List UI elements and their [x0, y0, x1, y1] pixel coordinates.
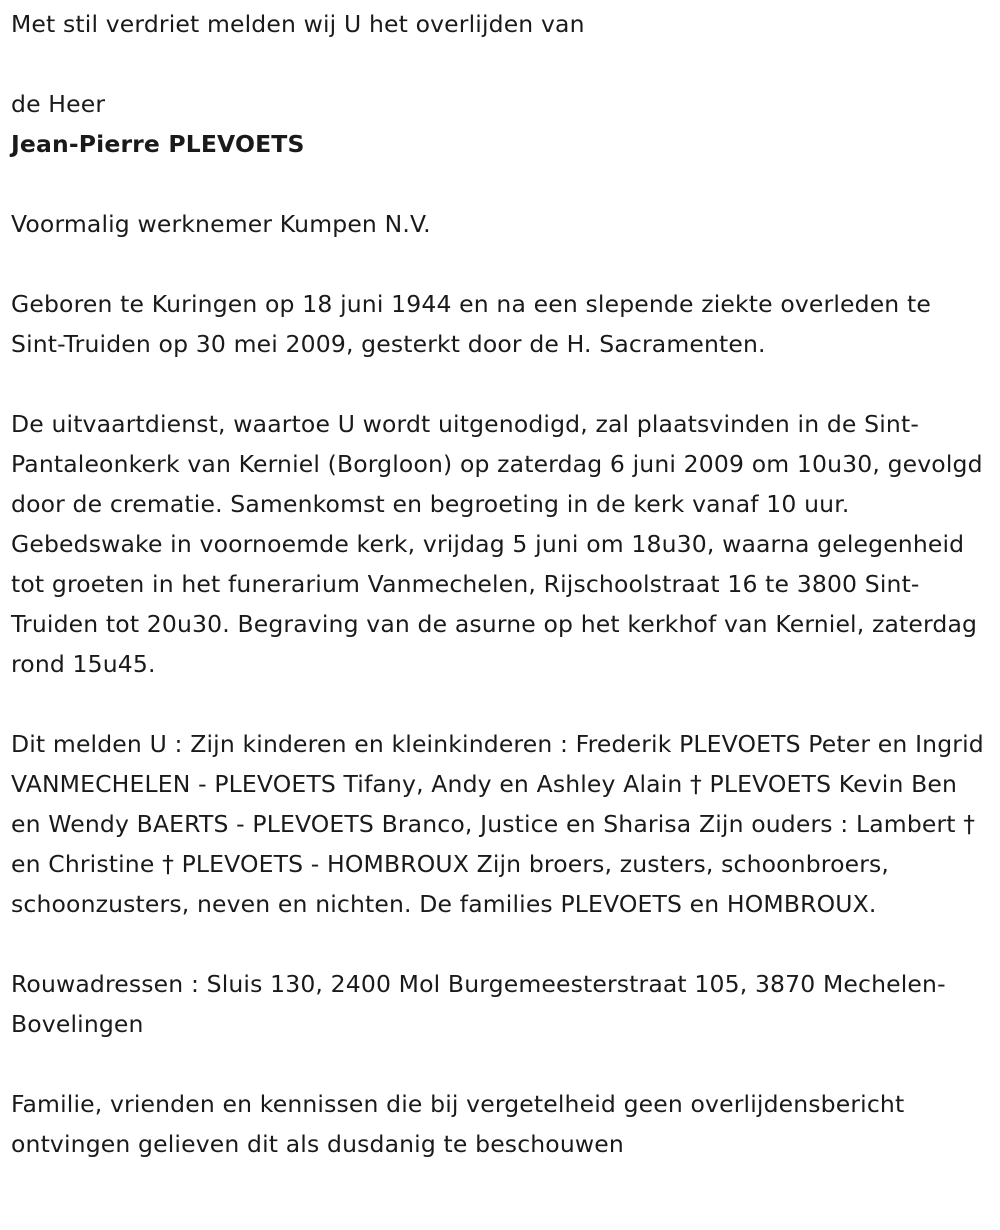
family-paragraph: Dit melden U : Zijn kinderen en kleinkinderen : Frederik PLEVOETS Peter en Ingrid VANMECHELEN - PLEVOETS Tifany, Andy en Ashley Alain † PLEVOETS Kevin Ben en Wendy BAERTS - PLEVOETS Branco, Justice en Sharisa Zijn ouders : Lambert † en Christine † PLEVOETS - HOMBROUX Zijn broers, zusters, schoonbroers, schoonzusters, neven en nichten. De families PLEVOETS en HOMBROUX.	[11, 730, 984, 918]
spacer	[11, 364, 990, 404]
addresses-paragraph: Rouwadressen : Sluis 130, 2400 Mol Burgemeesterstraat 105, 3870 Mechelen-Bovelingen	[11, 970, 946, 1038]
spacer	[11, 244, 990, 284]
spacer	[11, 684, 990, 724]
deceased-name: Jean-Pierre PLEVOETS	[11, 130, 305, 158]
spacer	[11, 44, 990, 84]
title-prefix: de Heer	[11, 90, 106, 118]
spacer	[11, 1044, 990, 1084]
birth-death-paragraph: Geboren te Kuringen op 18 juni 1944 en na een slepende ziekte overleden te Sint-Truiden op 30 mei 2009, gesterkt door de H. Sacramenten.	[11, 290, 931, 358]
occupation-text: Voormalig werknemer Kumpen N.V.	[11, 210, 431, 238]
closing-paragraph: Familie, vrienden en kennissen die bij vergetelheid geen overlijdensbericht ontvingen gelieven dit als dusdanig te beschouwen	[11, 1090, 905, 1158]
ceremony-paragraph: De uitvaartdienst, waartoe U wordt uitgenodigd, zal plaatsvinden in de Sint-Pantaleonkerk van Kerniel (Borgloon) op zaterdag 6 juni 2009 om 10u30, gevolgd door de crematie. Samenkomst en begroeting in de kerk vanaf 10 uur. Gebedswake in voornoemde kerk, vrijdag 5 juni om 18u30, waarna gelegenheid tot groeten in het funerarium Vanmechelen, Rijschoolstraat 16 te 3800 Sint-Truiden tot 20u30. Begraving van de asurne op het kerkhof van Kerniel, zaterdag rond 15u45.	[11, 410, 983, 678]
intro-text: Met stil verdriet melden wij U het overlijden van	[11, 10, 585, 38]
spacer	[11, 924, 990, 964]
spacer	[11, 164, 990, 204]
